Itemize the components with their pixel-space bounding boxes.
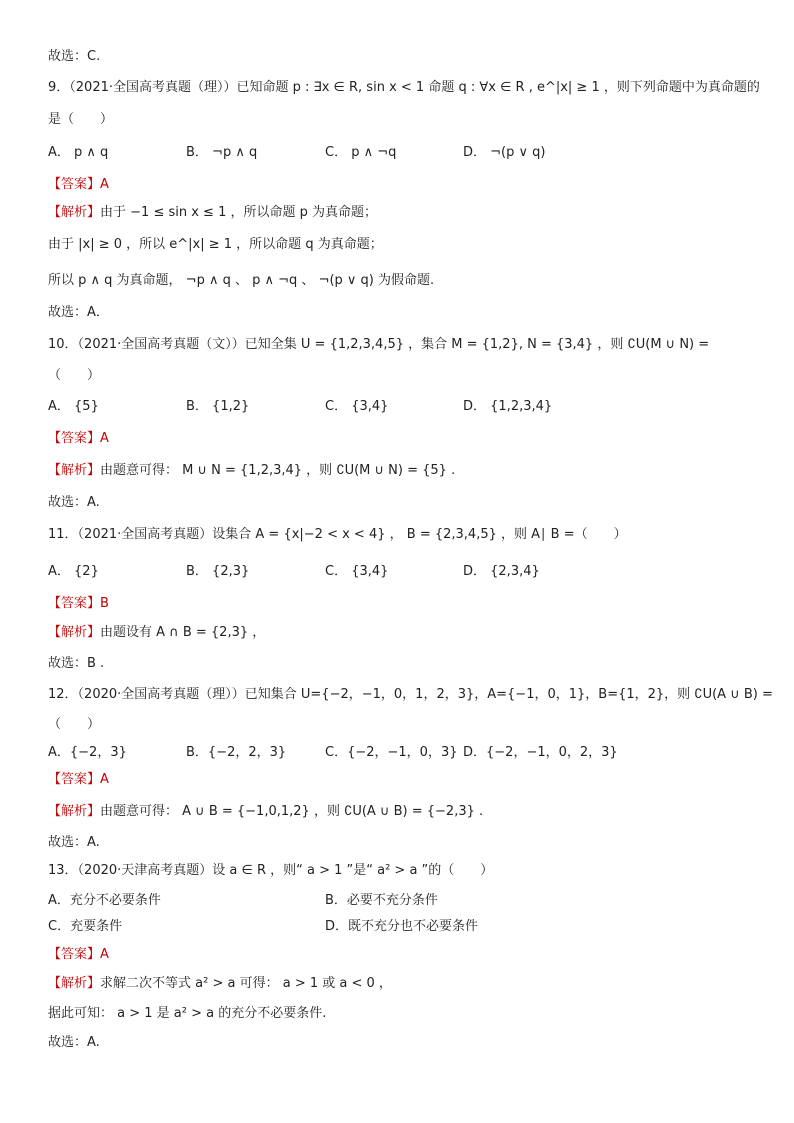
explanation-text: 由于 −1 ≤ sin x ≤ 1 ，所以命题 p 为真命题； — [100, 205, 377, 220]
option-b: B．必要不充分条件 — [325, 893, 438, 908]
option-d: D．{−2，−1，0，2，3} — [463, 745, 618, 760]
answer-selection: 故选：A. — [48, 495, 100, 510]
question-9-stem-cont: 是（ ） — [48, 112, 114, 127]
option-c: C．{−2，−1，0，3} — [325, 745, 458, 760]
option-a: A． {2} — [48, 564, 99, 579]
explanation-row — [48, 462, 455, 480]
explanation-tag: 【解析】 — [48, 976, 101, 991]
question-11-stem: 11．（2021·全国高考真题）设集合 A = {x|−2 < x < 4} ， B = {2,3,4,5} ，则 A∣ B =（ ） — [48, 527, 627, 542]
question-9-stem: 9．（2021·全国高考真题（理））已知命题 p : ∃x ∈ R, sin x < 1 命题 q : ∀x ∈ R , e^|x| ≥ 1 ，则下列命题中为真命题的 — [48, 80, 760, 95]
option-c: C． p ∧ ¬q — [325, 145, 397, 160]
option-d: D． {2,3,4} — [463, 564, 540, 579]
explanation-row — [48, 624, 265, 642]
option-c: C．充要条件 — [48, 919, 123, 934]
question-12-stem-cont: （ ） — [48, 717, 101, 732]
explanation-text: 由题设有 A ∩ B = {2,3} ， — [100, 625, 266, 640]
option-c: C． {3,4} — [325, 564, 389, 579]
answer-tag: 【答案】 — [48, 772, 101, 787]
explanation-line: 所以 p ∧ q 为真命题， ¬p ∧ q 、 p ∧ ¬q 、 ¬(p ∨ q) 为假命题. — [48, 273, 435, 288]
option-b: B． {1,2} — [186, 399, 250, 414]
answer-selection: 故选：A. — [48, 835, 100, 850]
explanation-text: 求解二次不等式 a² > a 可得： a > 1 或 a < 0 ， — [100, 976, 392, 991]
explanation-text: 由题意可得： M ∪ N = {1,2,3,4} ，则 ∁U(M ∪ N) = {5} . — [100, 463, 456, 478]
explanation-line: 据此可知： a > 1 是 a² > a 的充分不必要条件. — [48, 1006, 327, 1021]
answer-tag: 【答案】 — [48, 947, 101, 962]
question-10-stem: 10．（2021·全国高考真题（文））已知全集 U = {1,2,3,4,5} ，集合 M = {1,2}, N = {3,4} ，则 ∁U(M ∪ N) = — [48, 337, 710, 352]
option-a: A．{−2，3} — [48, 745, 127, 760]
option-b: B． ¬p ∧ q — [186, 145, 258, 160]
option-d: D． {1,2,3,4} — [463, 399, 553, 414]
option-a: A． {5} — [48, 399, 99, 414]
explanation-tag: 【解析】 — [48, 804, 101, 819]
answer-row — [48, 430, 109, 448]
answer-row — [48, 176, 109, 194]
answer-value: A — [100, 947, 109, 962]
answer-tag: 【答案】 — [48, 431, 101, 446]
answer-selection: 故选：A. — [48, 1035, 100, 1050]
answer-value: A — [100, 772, 109, 787]
explanation-row — [48, 204, 377, 222]
explanation-tag: 【解析】 — [48, 625, 101, 640]
explanation-row — [48, 975, 392, 993]
option-a: A． p ∧ q — [48, 145, 109, 160]
answer-value: A — [100, 431, 109, 446]
explanation-tag: 【解析】 — [48, 463, 101, 478]
question-10-stem-cont: （ ） — [48, 368, 101, 383]
option-b: B． {2,3} — [186, 564, 250, 579]
answer-row — [48, 771, 109, 789]
option-a: A．充分不必要条件 — [48, 893, 161, 908]
answer-value: B — [100, 596, 109, 611]
explanation-text: 由题意可得： A ∪ B = {−1,0,1,2} ，则 ∁U(A ∪ B) = {−2,3} . — [100, 804, 484, 819]
answer-row — [48, 595, 109, 613]
answer-row — [48, 946, 109, 964]
explanation-line: 由于 |x| ≥ 0 ，所以 e^|x| ≥ 1 ，所以命题 q 为真命题； — [48, 237, 383, 252]
answer-tag: 【答案】 — [48, 177, 101, 192]
answer-selection: 故选：B . — [48, 656, 105, 671]
answer-selection: 故选：A． — [48, 305, 109, 320]
option-d: D． ¬(p ∨ q) — [463, 145, 546, 160]
question-13-stem: 13．（2020·天津高考真题）设 a ∈ R ，则“ a > 1 ”是“ a² > a ”的（ ） — [48, 863, 494, 878]
explanation-tag: 【解析】 — [48, 205, 101, 220]
answer-value: A — [100, 177, 109, 192]
explanation-row — [48, 803, 483, 821]
answer-selection: 故选：C. — [48, 49, 101, 64]
option-d: D．既不充分也不必要条件 — [325, 919, 479, 934]
answer-tag: 【答案】 — [48, 596, 101, 611]
question-12-stem: 12．（2020·全国高考真题（理））已知集合 U={−2，−1，0，1，2，3}，A={−1，0，1}，B={1，2}，则 ∁U(A ∪ B) = — [48, 687, 773, 702]
option-b: B．{−2，2，3} — [186, 745, 287, 760]
option-c: C． {3,4} — [325, 399, 389, 414]
